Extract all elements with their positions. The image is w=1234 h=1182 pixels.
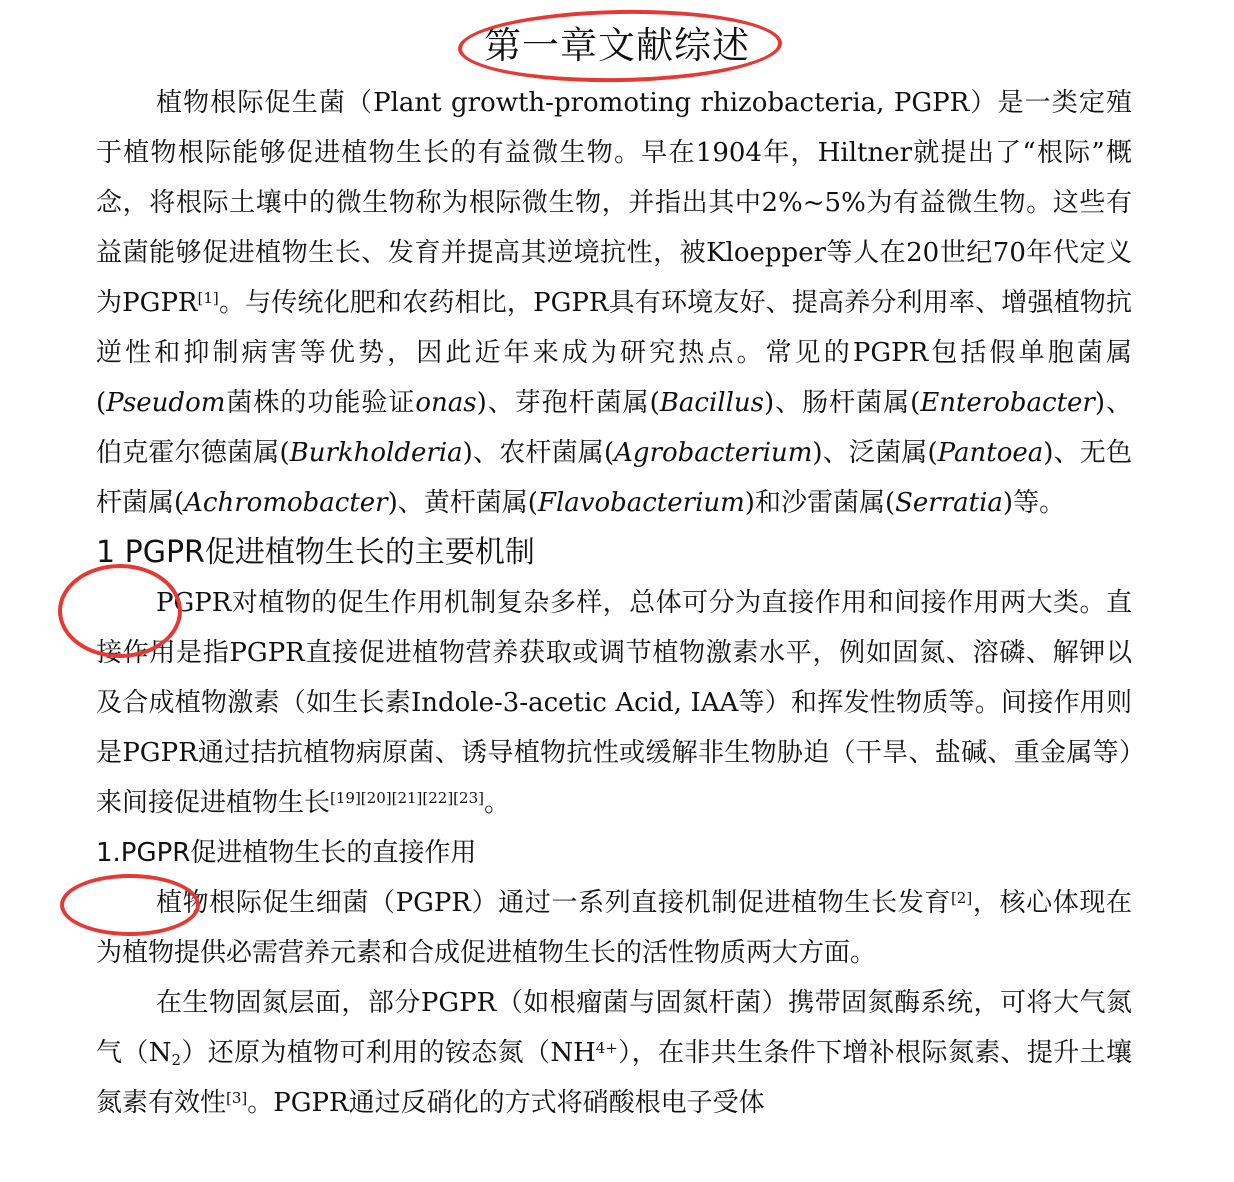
- intro-text: )等。: [1002, 488, 1066, 518]
- genus-name: Agrobacterium: [614, 438, 813, 468]
- intro-text: )、芽孢杆菌属(: [476, 388, 660, 418]
- section-heading-1-1: 1.PGPR促进植物生长的直接作用: [96, 838, 477, 868]
- citation-ref: [3]: [226, 1089, 248, 1107]
- chapter-title: 第一章文献综述: [484, 24, 750, 67]
- section1-text: PGPR对植物的促生作用机制复杂多样，总体可分为直接作用和间接作用两大类。直接作用是指PGPR直接促进植物营养获取或调节植物激素水平，例如固氮、溶磷、解钾以及合成植物激素（如生长素Indole-3-acetic Acid, IAA等）和挥发性物质等。间接作用则是PGPR通过拮抗植物病原菌、诱导植物抗性或缓解非生物胁迫（干旱、盐碱、重金属等）来间接促进植物生长: [96, 588, 1132, 818]
- citation-ref: [19][20][21][22][23]: [330, 789, 484, 807]
- section11-text: ，核心体现在为植物提供必需营养元素和合成促进植物生长的活性物质两大方面。: [96, 888, 1132, 968]
- intro-text: )、肠杆菌属(: [763, 388, 921, 418]
- intro-text: )、泛菌属(: [812, 438, 938, 468]
- intro-text: 植物根际促生菌（Plant growth-promoting rhizobacteria, PGPR）是一类定殖于植物根际能够促进植物生长的有益微生物。早在1904年，Hiltner就提出了“根际”概念，将根际土壤中的微生物称为根际微生物，并指出其中2%~5%为有益微生物。这些有益菌能够促进植物生长、发育并提高其逆境抗性，被Kloepper等人在20世纪70年代定义为PGPR: [96, 88, 1132, 318]
- subscript: 2: [171, 1051, 182, 1069]
- genus-name: Pseudom: [106, 388, 226, 418]
- genus-name: Achromobacter: [184, 488, 388, 518]
- intro-text: )、农杆菌属(: [462, 438, 615, 468]
- intro-text: )、伯克霍尔德菌属(: [96, 388, 1132, 468]
- intro-text: 。与传统化肥和农药相比，PGPR具有环境友好、提高养分利用率、增强植物抗逆性和抑制病害等优势，因此近年来成为研究热点。常见的PGPR包括假单胞菌属(: [96, 288, 1132, 418]
- intro-text: )、无色杆菌属(: [96, 438, 1132, 518]
- inserted-text: 菌株的功能验证: [225, 388, 416, 418]
- section11-paragraph-2: [96, 978, 1132, 1128]
- section-heading-1: 1 PGPR促进植物生长的主要机制: [96, 535, 535, 570]
- superscript: 4+: [595, 1039, 618, 1057]
- section1-text: 。: [483, 788, 510, 818]
- genus-name: Serratia: [895, 488, 1003, 518]
- section11-text: ）还原为植物可利用的铵态氮（NH: [181, 1038, 596, 1068]
- section11-text: 。PGPR通过反硝化的方式将硝酸根电子受体: [247, 1088, 765, 1118]
- section11-text: 在生物固氮层面，部分PGPR（如根瘤菌与固氮杆菌）携带固氮酶系统，可将大气氮气（N: [96, 988, 1132, 1068]
- genus-name: Flavobacterium: [537, 488, 745, 518]
- section11-paragraph-1: [96, 878, 1132, 978]
- citation-ref: [1]: [197, 289, 219, 307]
- genus-name: onas: [415, 388, 477, 418]
- document-body: [96, 78, 1132, 1128]
- genus-name: Bacillus: [659, 388, 764, 418]
- section1-paragraph: [96, 578, 1132, 828]
- section11-text: ），在非共生条件下增补根际氮素、提升土壤氮素有效性: [96, 1038, 1132, 1118]
- section11-text: 植物根际促生细菌（PGPR）通过一系列直接机制促进植物生长发育: [156, 888, 951, 918]
- citation-ref: [2]: [950, 889, 973, 907]
- genus-name: Burkholderia: [289, 438, 463, 468]
- intro-paragraph: [96, 78, 1132, 528]
- genus-name: Pantoea: [937, 438, 1044, 468]
- intro-text: )、黄杆菌属(: [387, 488, 538, 518]
- genus-name: Enterobacter: [920, 388, 1095, 418]
- intro-text: )和沙雷菌属(: [744, 488, 896, 518]
